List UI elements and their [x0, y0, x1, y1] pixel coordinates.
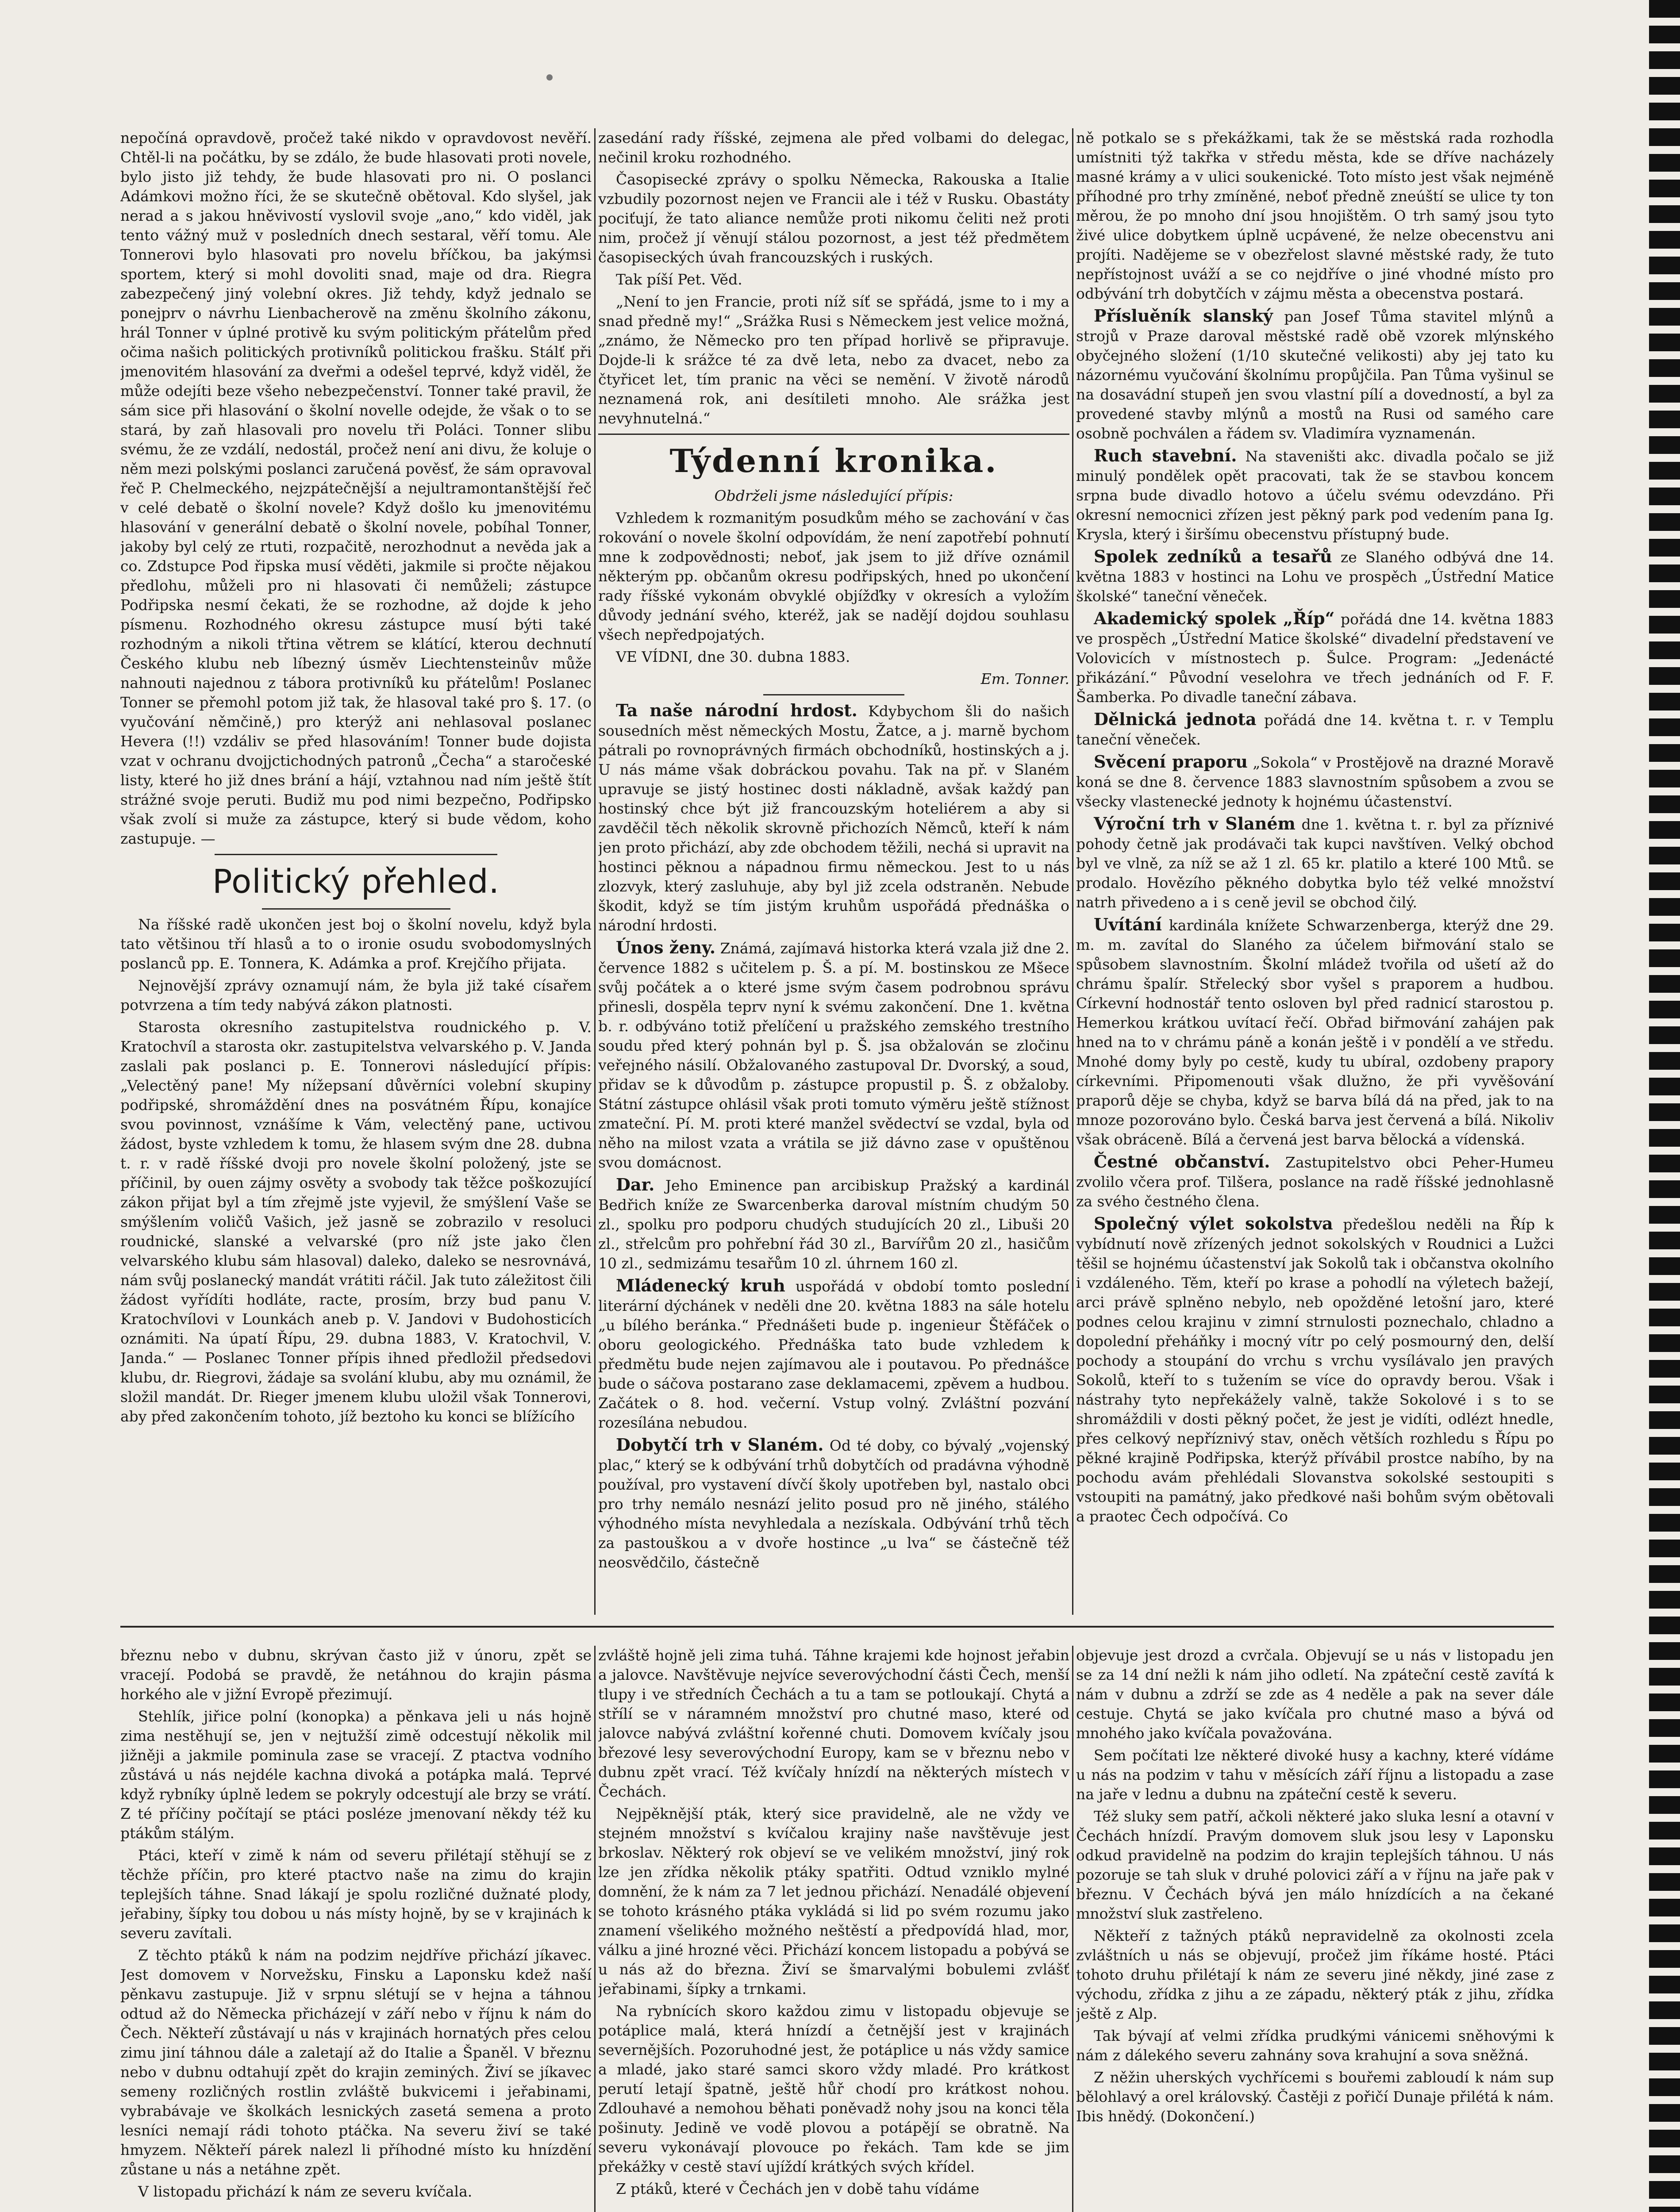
news-headline: Ruch stavební. [1094, 445, 1237, 465]
article-paragraph: Nejnovější zprávy oznamují nám, že byla již také císařem potvrzena a tím tedy nabývá zákon platnosti. [120, 977, 592, 1014]
feuilleton-paragraph: Na rybnících skoro každou zimu v listopadu objevuje se potáplice malá, která hnízdí a četnější jest v krajinách severnějších. Pozoruhodné jest, že potáplice u nás vždy samice a mladé, jako staré samci skoro vždy mladé. Pro krátkost perutí letají špatně, ještě hůř chodí pro krátkost nohou. Zdlouhavé a nemohou běhati poněvadž nohy jsou na konci těla pošinuty. Jedině ve vodě plovou a potápějí se obratně. Na severu vykonávají plovouce po řekách. Tam kde se jim překážky v cestě staví ujíždí krátkých svých křídel. [598, 2002, 1069, 2175]
news-text: Zastupitelstvo obci Peher-Humeu zvolilo včera prof. Tilšera, poslance na radě říšské jednohlasně za svého čestného člena. [1076, 1154, 1554, 1210]
feuilleton-paragraph: Též sluky sem patří, ačkoli některé jako sluka lesní a otavní v Čechách hnízdí. Pravým domovem sluk jsou lesy v Laponsku odkud pravidelně na podzim do krajin teplejších táhnou. U nás pozoruje se tah sluk v druhé polovici září a v říjnu na jaře pak v březnu. V Čechách bývá jen málo hnízdících a na čekané množství sluk zastřeleno. [1076, 1808, 1554, 1922]
column-rule-2 [1072, 128, 1073, 1615]
feuilleton-paragraph: Sem počítati lze některé divoké husy a kachny, které vídáme u nás na podzim v tahu v měsících září říjnu a listopadu a zase na jaře v lednu a dubnu na zpáteční cestě k severu. [1076, 1747, 1554, 1803]
news-headline: Dar. [616, 1175, 655, 1194]
news-text: uspořádá v období tomto poslední literární dýchánek v neděli dne 20. května 1883 na sále hotelu „u bílého beránka.“ Přednášeti bude p. ingenieur Štěfáček o oboru geologického. Přednáška tato bude vzhledem k předmětu bude nejen zajímavou ale i poutavou. Po přednášce bude o sáčova postarano zase deklamacemi, zpěvem a hudbou. Začátek o 8. hod. večerní. Vstup volný. Zvláštní pozvání rozesílána nebudou. [598, 1278, 1069, 1431]
article-paragraph: Starosta okresního zastupitelstva roudnického p. V. Kratochvíl a starosta okr. zastupitelstva velvarského p. V. Janda zaslali pak poslanci p. E. Tonnerovi následující přípis: „Velectěný pane! My nížepsaní důvěrníci volební skupiny podřipské, shromáždění dnes na posvátném Řípu, konajíce svou povinnost, vznášíme k Vám, velectěný pane, uctivou žádost, byste vzhledem k tomu, že hlasem svým dne 28. dubna t. r. v radě říšské dvoji pro novele školní položený, jste se příčinil, by ouen zájmy osvěty a svobody tak těžce poškozující zákon přijat byl a tím zřejmě jste vyjevil, že smýšlení Vaše se smýšlením voličů Vašich, jež jasně se zobrazilo v resoluci roudnické, slanské a velvarské (pro níž jste jako člen velvarského klubu sám hlasoval) daleko, daleko se nesrovnává, nám svůj poslanecký mandát vrátiti ráčil. Jak tuto záležitost čili žádost vyřídíti hodláte, racte, prosím, brzy bud panu V. Kratochvílovi v Lounkách aneb p. V. Jandovi v Budohosticích oznámiti. Na úpatí Řípu, 29. dubna 1883, V. Kratochvil, V. Janda.“ — Poslanec Tonner přípis ihned předložil předsedovi klubu, dr. Riegrovi, žádaje sa svolání klubu, aby mu oznámil, že složil mandát. Dr. Rieger jmenem klubu uložil však Tonnerovi, aby před zakončením tohoto, jíž beztoho ku konci se blížícího [120, 1018, 592, 1425]
signature-place: VE VÍDNI, dne 30. dubna 1883. [616, 648, 850, 665]
news-text: pořádá dne 14. května 1883 ve prospěch „Ústřední Matice školské“ divadelní představení ve Volovicích v místnostech p. Šulce. Program: „Jedenácté přikázání.“ Původní veselohra ve třech jednáních od F. F. Šamberka. Po divadle taneční zábava. [1076, 611, 1554, 706]
news-headline: Spolek zedníků a tesařů [1094, 546, 1332, 566]
feuilleton-paragraph: Stehlík, jiřice polní (konopka) a pěnkava jeli u nás hojně zima nestěhují se, jen v nejtužší zimě odcestují několik mil jižněji a jakmile pominula zase se vracejí. Z ptactva vodního zůstává u nás nejdéle kachna divoká a potápka malá. Teprvé když rybníky úplně ledem se pokryly odcestují ale brzy se vrátí. Z té příčiny počítají se ptáci posléze jmenovaní někdy též ku ptákům stálým. [120, 1708, 592, 1842]
news-headline: Mládenecký kruh [616, 1275, 785, 1295]
news-text: „Sokola“ v Prostějově na drazné Moravě koná se dne 8. července 1883 slavnostním spůsobem a zvou se všecky vlastenecké jednoty k hojnému účastenství. [1076, 754, 1554, 810]
feuilleton-paragraph: objevuje jest drozd a cvrčala. Objevují se u nás v listopadu jen se za 14 dní nežli k nám jiho odletí. Na zpáteční cestě zavítá k nám v dubnu a zdrží se zde as 4 neděle a pak na sever dále cestuje. Chytá se jako kvíčala pro chutné maso a bývá od mnohého jako kvíčala považována. [1076, 1647, 1554, 1742]
feuilleton-paragraph: březnu nebo v dubnu, skrývan často již v únoru, zpět se vracejí. Podobá se pravdě, že netáhnou do krajin pásma horkého ale v jižní Evropě přezimují. [120, 1647, 592, 1703]
feuilleton-column-right [1076, 1646, 1554, 2212]
column-rule-4 [1072, 1646, 1073, 2212]
feuilleton-paragraph: V listopadu přichází k nám ze severu kvíčala. [138, 2183, 473, 2200]
feuilleton-paragraph: Z ptáků, které v Čechách jen v době tahu vídáme [616, 2180, 980, 2197]
chronicle-subhead: Obdrželi jsme následující přípis: [714, 487, 953, 504]
page-speck [546, 74, 553, 81]
feuilleton-paragraph: Nejpěknější pták, který sice pravidelně, ale ne vždy ve stejném množství s kvíčalou krajiny naše navštěvuje jest brkoslav. Některý rok objeví se ve velikém množství, jiný rok lze jen zřídka několik ptáky spatřiti. Odtud vzniklo mylné domnění, že k nám za 7 let jednou přichází. Nenadálé objevení se tohoto krásného ptáka vykládá si lid po svém rozumu jako znamení všelikého možného neštěstí a předpovídá hlad, mor, válku a jiné hrozné věci. Přichází koncem listopadu a pobývá se u nás až do března. Živí se šmarvalými bobulemi zvlášť jeřabinami, šípky a trnkami. [598, 1805, 1069, 1997]
section-rule [763, 694, 905, 695]
column-left [120, 128, 592, 1615]
signature-name: Em. Tonner. [980, 670, 1069, 687]
news-text: pořádá dne 14. května t. r. v Templu taneční věneček. [1076, 711, 1554, 748]
news-text: Na staveništi akc. divadla počalo se již minulý pondělek opět pracovati, tak že se stavbou koncem srpna bude divadlo hotovo a účelu svému odevzdáno. Při okresní nemocnici zřízen jest pěkný park pod vedením pana Ig. Krysla, který i širšímu obecenstvu přístupný bude. [1076, 448, 1554, 543]
section-title-weekly-chronicle: Týdenní kronika. [669, 442, 998, 480]
column-rule-1 [594, 128, 596, 1615]
article-paragraph: Vzhledem k rozmanitým posudkům mého se zachování v čas rokování o novele školní odpovídám, že není zapotřebí pohnutí mne k zodpovědnosti; neboť, jak jsem to již dříve oznámil některým pp. občanům okresu podřipských, hned po ukončení rady říšské vykonám obvyklé objížďky v okresích a vyložím důvody jednání svého, kteréž, jak se nadějí dojdou souhlasu všech nepředpojatých. [598, 509, 1069, 643]
feuilleton-paragraph: Ptáci, kteří v zimě k nám od severu přilétají stěhují se z těchže příčin, pro které ptactvo naše na zimu do krajin teplejších táhne. Snad lákají je spolu rozličné dužnaté plody, jeřabiny, šípky tou dobou u nás místy hojně, by se v krajinách k severu zavítali. [120, 1847, 592, 1942]
news-text: Známá, zajímavá historka která vzala již dne 2. července 1882 s učitelem p. Š. a pí. M. bostinskou ze Mšece svůj počátek a o které jsme svým časem podrobnou správu přinesli, dospěla teprv nyní k svému zakončení. Dne 1. května b. r. odbýváno totiž přelíčení u pražského zemského trestního soudu před který pohnán byl p. Š. jsa obžalován se zločinu veřejného násilí. Obžalovaného zastupoval Dr. Dvorský, a soud, přidav se k důvodům p. zástupce propustil p. Š. z obžaloby. Státní zástupce ohlásil však proti tomuto výměru ještě stížnost zmateční. Pí. M. proti které manžel svědectví se vzdal, byla od něho na milost vzata a vrátila se již dávno zase v opuštěnou svou domácnost. [598, 940, 1069, 1171]
news-headline: Společný výlet sokolstva [1094, 1214, 1333, 1233]
article-paragraph: Na říšské radě ukončen jest boj o školní novelu, když byla tato většinou tří hlasů a to o ironie osudu svobodomyslných poslanců pp. E. Tonnera, K. Adámka a prof. Krejčího přijata. [120, 916, 592, 972]
news-text: ze Slaného odbývá dne 14. května 1883 v hostinci na Lohu ve prospěch „Ústřední Matice školské“ taneční věneček. [1076, 549, 1554, 605]
section-rule [215, 854, 497, 855]
news-headline: Výroční trh v Slaném [1094, 814, 1296, 833]
feuilleton-paragraph: Z něžin uherských vychřícemi s bouřemi zabloudí k nám sup bělohlavý a orel královský. Častěji z pořičí Dunaje přilétá k nám. Ibis hnědý. (Dokončení.) [1076, 2069, 1554, 2125]
column-right [1076, 128, 1554, 1615]
news-text: pan Josef Tůma stavitel mlýnů a strojů v Praze daroval městské radě obě vzorek mlýnského obyčejného složení (1/10 skutečné velikosti) aby jej tato ku názornému vyučování školnímu propůjčila. Pan Tůma vyšinul se na dosavádní stupeň jen svou vlastní pílí a dovedností, a byl za provedené stavby mlýnů a mostů na Rusi od samého care osobně pochválen a řádem sv. Vladimíra vyznamenán. [1076, 308, 1554, 442]
section-rule [262, 908, 450, 910]
news-headline: Přísluěník slanský [1094, 306, 1273, 326]
news-headline: Uvítání [1094, 914, 1162, 934]
news-text: Od té doby, co bývalý „vojenský plac,“ který se k odbývání trhů dobytčích od pradávna výhodně používal, pro vystavení dívčí školy upotřeben byl, nastalo obci pro trhy nemálo nesnází jelito posud pro ně jiného, stálého výhodného místa nevyhledala a nezískala. Odbývání trhů těch za pastouškou a v dvoře hostince „u lva“ se částečně též neosvědčilo, částečně [598, 1437, 1069, 1571]
feuilleton-divider [120, 1626, 1554, 1628]
news-headline: Akademický spolek „Říp“ [1094, 608, 1335, 628]
column-middle [598, 128, 1069, 1615]
news-text: předešlou neděli na Říp k vybídnutí nově zřízených jednot sokolských v Roudnici a Lužci těšil se hojnému účastenství jak Sokolů tak i občanstva okolního i vzdáleného. Těm, kteří po krase a pohodlí na výletech bažejí, arci právě splněno nebylo, neb opožděné letošní jaro, které podnes celou krajinu v zimní strnulosti poznechalo, chladno a dopolední přeháňky i mocný vítr po celý posmourný den, delší pochody a stoupání do vrchu s vrchu vysílávalo jen pravých Sokolů, kteří to s tužením se více do opravdy berou. Však i nástrahy tyto nepřekážely valně, takže Sokolové i s to se shromáždili v dosti pěkný počet, že jest je vidíti, odlézt hnedle, přes celkový nepříznivý stav, oněch větších rozhledu s Řípu po pěkné krajině Podřipska, kterýž přívábil prostce nabího, by na pochodu avám přehlédali Slovanstva sokolské sestoupiti s vstoupiti na památný, jako předkové naši bohům svým obětovali a praotec Čech odpočívá. Co [1076, 1216, 1554, 1525]
news-text: kardinála knížete Schwarzenberga, kterýž dne 29. m. m. zavítal do Slaného za účelem biřmování stalo se spůsobem slavnostním. Školní mládež tvořila od ušetí až do chrámu špalír. Střelecký sbor vyšel s praporem a hudbou. Církevní hodnostář tento osloven byl před radnicí starostou p. Hemerkou krátkou uvítací řečí. Obřad biřmování zahájen pak hned na to v chrámu páně a konán ještě i v pondělí a ve středu. Mnohé domy byly po cestě, kudy tu ubíral, ozdobeny prapory církevními. Připomenouti však dlužno, že při vyvěšování praporů děje se chyba, když se barva bílá dá na před, jak to na mnoze pozorováno bylo. Česká barva jest červená a bílá. Nikoliv však obráceně. Bílá a červená jest barva bělocká a vídenská. [1076, 917, 1554, 1148]
news-text: Kdybychom šli do našich sousedních měst německých Mostu, Žatce, a j. marně bychom pátrali po rovnoprávných firmách obchodníků, hostinských a j. U nás máme však dobráckou povahu. Tak na př. v Slaném upravuje se jistý hostinec dosti nákladně, avšak každý pan hostinský chce být již francouzským hoteliérem a aby si zavděčil těch několik skrovně přichozích Němců, kteří k nám jen proto přichází, aby zde obchodem těžili, nechá si upravit na hostinci pěknou a nápadnou firmu německou. Jest to u nás zlozvyk, který zasluhuje, aby byl již zcela odstraněn. Nebude škodit, když se tím jistým kruhům uspořádá přednáška o národní hrdosti. [598, 703, 1069, 934]
article-paragraph: ně potkalo se s překážkami, tak že se městská rada rozhodla umístniti týž takřka v středu města, kde se dříve nacházely masné krámy a v ulici soukenické. Toto místo jest však nejméně příhodné pro trhy zmíněné, neboť předně zneúští se ulice ty ton měrou, že po mnoho dní jsou hnojištěm. O trh samý jsou tyto živé ulice dobytkem úplně ucpávené, že nelze obecenstvu ani projíti. Nadějeme se v obezřelost slavné městské rady, že tuto nepřístojnost uváží a se co nejdříve o jiné vhodné místo pro odbývání trh dobytčích v zájmu města a obecenstva postará. [1076, 129, 1554, 302]
feuilleton-column-left [120, 1646, 592, 2212]
news-headline: Únos ženy. [616, 937, 716, 957]
feuilleton-column-middle [598, 1646, 1069, 2212]
section-rule [598, 434, 1069, 435]
page-edge-strip [1649, 0, 1680, 2212]
news-headline: Čestné občanství. [1094, 1152, 1270, 1171]
article-paragraph: „Není to jen Francie, proti níž síť se spřádá, jsme to i my a snad předně my!“ „Srážka Rusi s Německem jest velice možná, „známo, že Německo pro ten případ horlivě se připravuje. Dojde-li k srážce té za dvě leta, nebo za dvacet, nebo za čtyřicet let, tím pranic na věci se nemění. V životě národů neznamená rok, ani desítileti mnoho. Ale srážka jest nevyhnutelná.“ [598, 293, 1069, 427]
article-paragraph: nepočíná opravdově, pročež také nikdo v opravdovost nevěří. Chtěl-li na počátku, by se zdálo, že bude hlasovati proti novele, bylo jisto již tehdy, že bude hlasovati pro ni. O poslanci Adámkovi možno říci, že se skutečně obětoval. Kdo slyšel, jak nerad a s jakou hněvivostí vyslovil svoje „ano,“ kdo viděl, jak tento vážný muž v posledních dnech sestaral, věří tomu. Ale Tonnerovi bylo hlasovati pro novelu bříčkou, ba jakýmsi sportem, který si mohl dovoliti snad, maje od dra. Riegra zabezpečený jiný volební okres. Již tehdy, když jednalo se ponejprv o návrhu Lienbacherově na změnu školního zákonu, hrál Tonner v úplné protivě ku svým politickým přátelům před očima našich politických protivníků politickou frašku. Stálť při jmenovitém hlasování za dveřmi a odešel teprvé, když viděl, že může odejíti beze všeho nebezpečenství. Tonner také pravil, že sám sice při hlasování o školní novelle odejde, že však o to se stará, by zaň hlasovali pro novelu tři Poláci. Tonner slibu svému, že ze vzdálí, nedostál, pročež není ani divu, že koluje o něm mezi polskými poslanci zaručená pověsť, že sám opravoval řeč P. Chelmeckého, nejzpátečnější a nejultramontanštější řeč v celé debatě o školní novele? Když došlo ku jmenovitému hlasování v generální debatě o školní novele, pobíhal Tonner, jakoby byl celý ze rtuti, rozpačitě, nerozhodnut a nevěda jak a co. Zdstupce Pod řipska musí věděti, jakmile si pročte nějakou předlohu, můželi pro ni hlasovati či nemůželi; zástupce Podřipska nesmí čekati, že se rozhodne, až dojde k jeho písmenu. Rozhodného okresu zástupce musí býti také rozhodným a nikoli třtina větrem se klátící, kterou dechnutí Českého klubu neb líbezný úsměv Liechtensteinův může nahnouti najednou z tábora protivníků ku přátelům! Poslanec Tonner se přemohl potom již tak, že hlasoval také pro §. 17. (o vyučování němčině,) pro kterýž ani nehlasoval poslanec Hevera (!!) vzdáliv se před hlasováním! Tonner bude dojista vzat v ochranu dvojjctichodných patronů „Čecha“ a staročeské listy, které ho již dnes brání a hájí, vztahnou nad ním ještě štít strážné svoje peruti. Budiž mu pod nimi bezpečno, Podřipsko však zvolí si muže za zástupce, který si bude vědom, koho zastupuje. — [120, 129, 592, 847]
feuilleton-paragraph: Někteří z tažných ptáků nepravidelně za okolnosti zcela zvláštních u nás se objevují, pročež jim říkáme hosté. Ptáci tohoto druhu přilétají k nám ze severu jiné někdy, jiné zase z východu, zřídka z jihu a ze západu, některý pták z jihu, zřídka ještě z Alp. [1076, 1927, 1554, 2022]
news-headline: Svěcení praporu [1094, 752, 1248, 772]
news-text: Jeho Eminence pan arcibiskup Pražský a kardinál Bedřich kníže ze Swarcenberka daroval místním chudým 50 zl., spolku pro podporu chudých studujících 20 zl., Libuši 20 zl., střelcům pro pohřební řád 30 zl., Barvířům 20 zl., hasičům 10 zl., sedmizámu tesařům 10 zl. úhrnem 160 zl. [598, 1177, 1069, 1272]
feuilleton-paragraph: Z těchto ptáků k nám na podzim nejdříve přichází jíkavec. Jest domovem v Norvežsku, Finsku a Laponsku kdež naší pěnkavu zastupuje. Již v srpnu slétují se v hejna a táhnou odtud až do Německa přicházejí v září nebo v říjnu k nám do Čech. Někteří zůstávají u nás v krajinách hornatých přes celou zimu jiní táhnou dále a zaletají až do Italie a Španěl. V březnu nebo v dubnu odtahují zpět do krajin zeminých. Živí se jíkavec semeny rozličných rostlin zvláště bukvicemi i jeřabinami, vybrabávaje ve školkách lesnických zasetá semena a proto lesníci nemají rádi tohoto ptáčka. Na severu živí se také hmyzem. Někteří párek nalezl li příhodné místo ku hnízdění zůstane u nás a netáhne zpět. [120, 1947, 592, 2178]
feuilleton-paragraph: Tak bývají ať velmi zřídka prudkými vánicemi sněhovými k nám z dálekého severu zahnány sova krahujní a sova sněžná. [1076, 2027, 1554, 2064]
news-headline: Dobytčí trh v Slaném. [616, 1435, 824, 1455]
column-rule-3 [594, 1646, 596, 2212]
article-paragraph: Časopisecké zprávy o spolku Německa, Rakouska a Italie vzbudily pozornost nejen ve Francii ale i též v Rusku. Obastáty pociťují, že tato aliance nemůže proti nikomu čeliti než proti nim, pročež jí věnují stálou pozornost, a jest též předmětem časopiseckých úvah francouzských i ruských. [598, 171, 1069, 266]
news-headline: Ta naše národní hrdost. [616, 700, 857, 720]
news-text: dne 1. května t. r. byl za příznivé pohody četně jak prodávači tak kupci navštíven. Velký obchod byl ve vlně, za níž se až 1 zl. 65 kr. platilo a které 100 Mtů. se prodalo. Hovězího pěkného dobytka bylo též velké množství natrh přivedeno a i s ceně jevil se obchod čilý. [1076, 816, 1554, 911]
section-title-political-overview: Politický přehled. [212, 863, 500, 901]
article-paragraph: zasedání rady říšské, zejmena ale před volbami do delegac, nečinil kroku rozhodného. [598, 129, 1069, 166]
article-paragraph: Tak píší Pet. Věd. [616, 271, 742, 288]
news-headline: Dělnická jednota [1094, 709, 1257, 729]
feuilleton-paragraph: zvláště hojně jeli zima tuhá. Táhne krajemi kde hojnost jeřabin a jalovce. Navštěvuje nejvíce severovýchodní části Čech, menší tlupy i ve středních Čechách a tu a tam se potloukají. Chytá a střílí se v náramném množství pro chutné maso, které od jalovce nabývá zvláštní kořenné chuti. Domovem kvíčaly jsou březové lesy severovýchodní Europy, kam se v březnu nebo v dubnu zpět vrací. Též kvíčaly hnízdí na některých místech v Čechách. [598, 1647, 1069, 1800]
